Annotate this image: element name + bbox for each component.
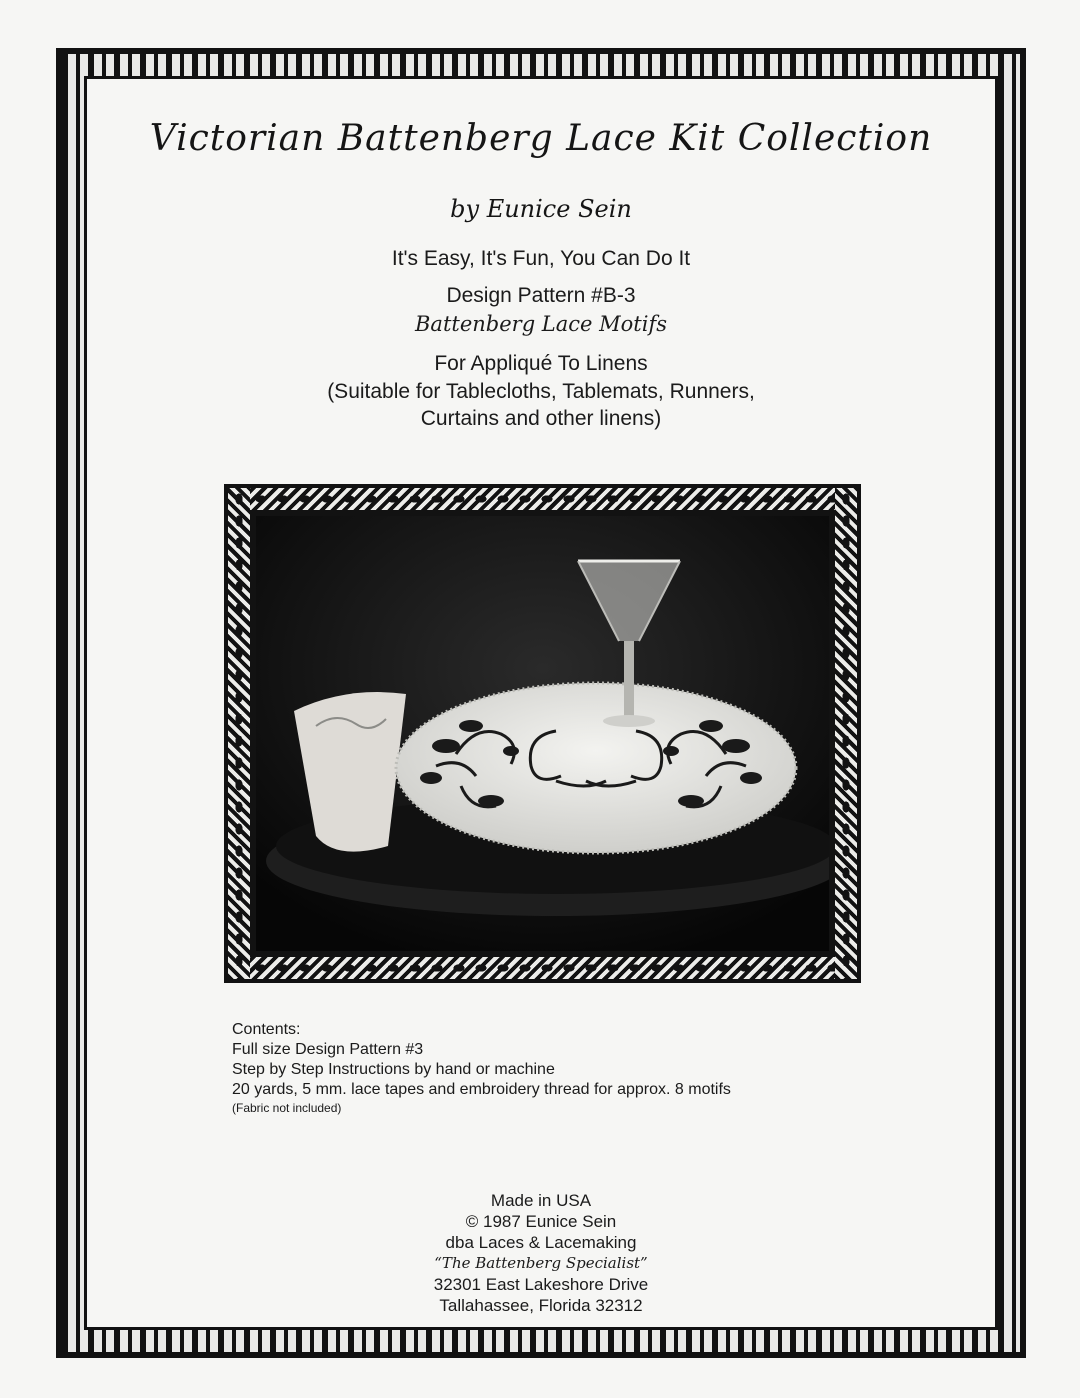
photo-frame xyxy=(224,484,861,983)
tagline: It's Easy, It's Fun, You Can Do It xyxy=(391,247,691,270)
motifs-subtitle: Battenberg Lace Motifs xyxy=(415,312,667,336)
specialist-tagline: “The Battenberg Specialist” xyxy=(434,1254,648,1272)
dba-line: dba Laces & Lacemaking xyxy=(445,1233,637,1252)
made-in: Made in USA xyxy=(490,1191,592,1210)
copyright: © 1987 Eunice Sein xyxy=(465,1212,617,1231)
suitable-for xyxy=(56,378,1026,432)
publisher-info xyxy=(56,1190,1026,1316)
knot-border-bottom xyxy=(228,957,857,979)
contents-item: 20 yards, 5 mm. lace tapes and embroidery thread for approx. 8 motifs xyxy=(232,1081,731,1098)
knot-border-top xyxy=(228,488,857,510)
lace-placemat-photo xyxy=(256,516,829,951)
contents-item: Full size Design Pattern #3 xyxy=(232,1041,424,1058)
kit-contents xyxy=(232,1020,731,1116)
suitable-line-1: (Suitable for Tablecloths, Tablemats, Runners, xyxy=(327,380,755,403)
product-photo xyxy=(256,516,829,951)
applique-line: For Appliqué To Linens xyxy=(434,352,648,375)
author-byline: by Eunice Sein xyxy=(450,195,632,223)
page-title: Victorian Battenberg Lace Kit Collection xyxy=(149,118,933,159)
contents-item: Step by Step Instructions by hand or machine xyxy=(232,1061,555,1078)
knot-border-left xyxy=(228,488,250,979)
knot-border-right xyxy=(835,488,857,979)
suitable-line-2: Curtains and other linens) xyxy=(420,407,662,430)
contents-heading: Contents: xyxy=(232,1021,301,1038)
city-state-zip: Tallahassee, Florida 32312 xyxy=(439,1296,643,1315)
design-pattern-number: Design Pattern #B-3 xyxy=(446,284,636,307)
contents-note: (Fabric not included) xyxy=(232,1101,342,1115)
street-address: 32301 East Lakeshore Drive xyxy=(433,1275,649,1294)
